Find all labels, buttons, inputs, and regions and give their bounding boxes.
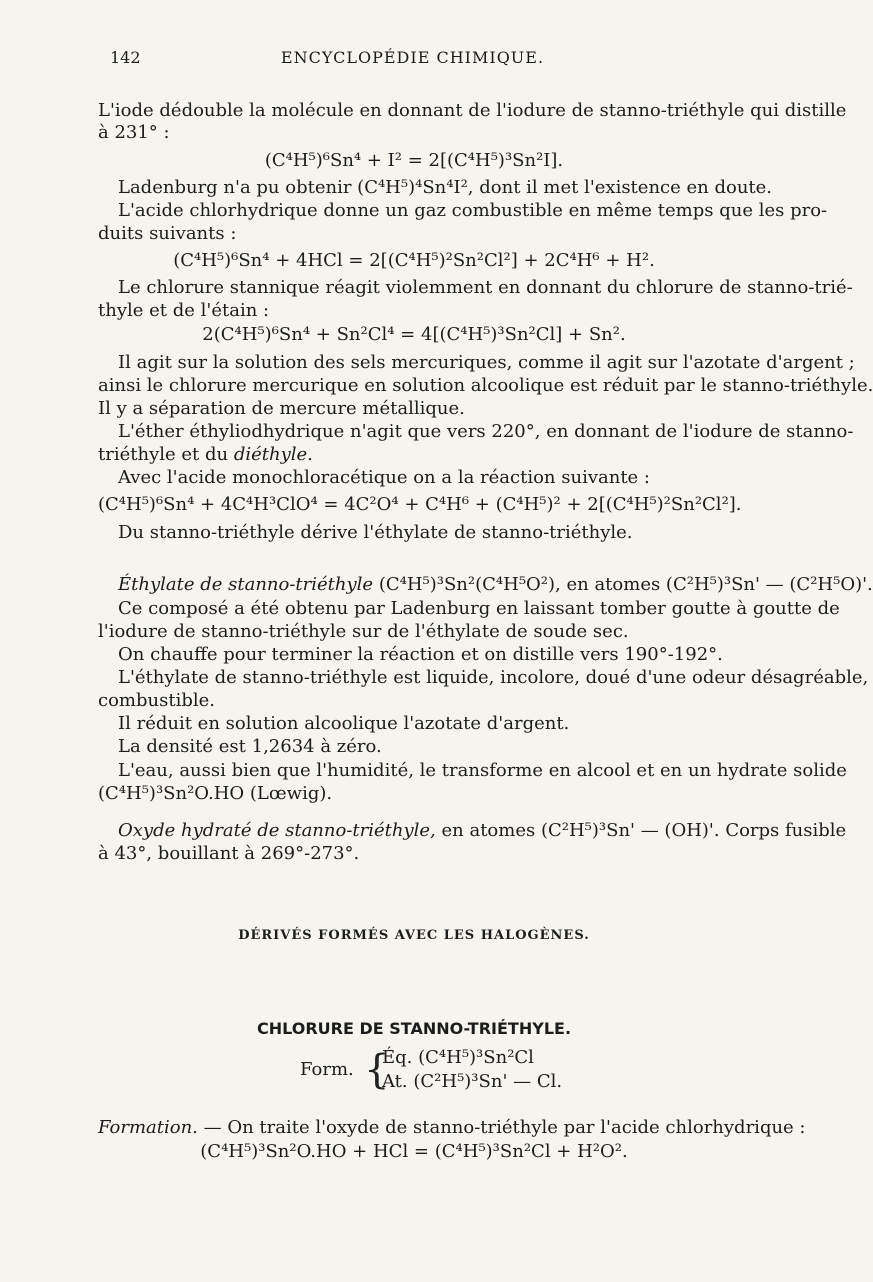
text-line: La densité est 1,2634 à zéro. bbox=[118, 736, 382, 757]
heading-term: Formation. bbox=[98, 1117, 198, 1138]
page-number: 142 bbox=[110, 48, 141, 67]
text-line bbox=[98, 1117, 806, 1139]
text-run: — On traite l'oxyde de stanno-triéthyle par l'acide chlorhydrique : bbox=[197, 1117, 806, 1138]
subsection-heading: CHLORURE DE STANNO-TRIÉTHYLE. bbox=[256, 1019, 572, 1038]
text-line: L'acide chlorhydrique donne un gaz combustible en même temps que les pro- bbox=[118, 200, 828, 221]
equation: (C⁴H⁵)⁶Sn⁴ + I² = 2[(C⁴H⁵)³Sn²I]. bbox=[264, 150, 564, 171]
text-line: duits suivants : bbox=[98, 223, 237, 244]
text-line: L'iode dédouble la molécule en donnant de l'iodure de stanno-triéthyle qui distille bbox=[98, 100, 847, 121]
text-line: (C⁴H⁵)³Sn²O.HO (Lœwig). bbox=[98, 783, 333, 804]
equation: 2(C⁴H⁵)⁶Sn⁴ + Sn²Cl⁴ = 4[(C⁴H⁵)³Sn²Cl] + Sn². bbox=[202, 324, 626, 345]
text-line bbox=[118, 574, 873, 596]
text-line: thyle et de l'étain : bbox=[98, 300, 270, 321]
heading-term: Éthylate de stanno-triéthyle bbox=[118, 574, 374, 595]
text-line: Ladenburg n'a pu obtenir (C⁴H⁵)⁴Sn⁴I², dont il met l'existence en doute. bbox=[118, 177, 773, 198]
text-run: en atomes (C²H⁵)³Sn' — (OH)'. Corps fusible bbox=[435, 820, 847, 841]
text-line: Du stanno-triéthyle dérive l'éthylate de stanno-triéthyle. bbox=[118, 522, 633, 543]
text-line: ainsi le chlorure mercurique en solution alcoolique est réduit par le stanno-triéthyle. bbox=[98, 375, 873, 396]
text-line: combustible. bbox=[98, 690, 215, 711]
text-line bbox=[118, 820, 847, 842]
brace-icon: { bbox=[364, 1047, 390, 1093]
text-line: Il y a séparation de mercure métallique. bbox=[98, 398, 465, 419]
text-run: triéthyle et du bbox=[98, 444, 234, 465]
formula-equivalents: Éq. (C⁴H⁵)³Sn²Cl bbox=[382, 1047, 534, 1068]
text-line: L'éthylate de stanno-triéthyle est liquide, incolore, doué d'une odeur désagréable, bbox=[118, 667, 869, 688]
section-heading: DÉRIVÉS FORMÉS AVEC LES HALOGÈNES. bbox=[238, 928, 590, 943]
text-line: à 231° : bbox=[98, 122, 170, 143]
text-line: On chauffe pour terminer la réaction et on distille vers 190°-192°. bbox=[118, 644, 723, 665]
equation: (C⁴H⁵)⁶Sn⁴ + 4HCl = 2[(C⁴H⁵)²Sn²Cl²] + 2C⁴H⁶ + H². bbox=[173, 250, 655, 271]
text-line: Le chlorure stannique réagit violemment en donnant du chlorure de stanno-trié- bbox=[118, 277, 853, 298]
page-header bbox=[110, 48, 715, 72]
running-title: ENCYCLOPÉDIE CHIMIQUE. bbox=[280, 48, 545, 67]
text-line: Avec l'acide monochloracétique on a la réaction suivante : bbox=[118, 467, 650, 488]
formula-atoms: At. (C²H⁵)³Sn' — Cl. bbox=[382, 1071, 563, 1092]
text-line: L'éther éthyliodhydrique n'agit que vers 220°, en donnant de l'iodure de stanno- bbox=[118, 421, 854, 442]
text-line: à 43°, bouillant à 269°-273°. bbox=[98, 843, 360, 864]
equation: (C⁴H⁵)⁶Sn⁴ + 4C⁴H³ClO⁴ = 4C²O⁴ + C⁴H⁶ + (C⁴H⁵)² + 2[(C⁴H⁵)²Sn²Cl²]. bbox=[98, 494, 742, 515]
text-line: l'iodure de stanno-triéthyle sur de l'éthylate de soude sec. bbox=[98, 621, 629, 642]
formula-block bbox=[300, 1047, 700, 1093]
text-line: Ce composé a été obtenu par Ladenburg en laissant tomber goutte à goutte de bbox=[118, 598, 840, 619]
formula-label: Form. bbox=[300, 1059, 354, 1080]
equation: (C⁴H⁵)³Sn²O.HO + HCl = (C⁴H⁵)³Sn²Cl + H²O². bbox=[200, 1141, 628, 1162]
text-line bbox=[98, 444, 800, 466]
text-run: (C⁴H⁵)³Sn²(C⁴H⁵O²), en atomes (C²H⁵)³Sn' — (C²H⁵O)'. bbox=[373, 574, 873, 595]
text-line: Il agit sur la solution des sels mercuriques, comme il agit sur l'azotate d'argent ; bbox=[118, 352, 855, 373]
text-line: Il réduit en solution alcoolique l'azotate d'argent. bbox=[118, 713, 570, 734]
italic-term: diéthyle. bbox=[233, 444, 313, 465]
heading-term: Oxyde hydraté de stanno-triéthyle, bbox=[118, 820, 436, 841]
text-line: L'eau, aussi bien que l'humidité, le transforme en alcool et en un hydrate solide bbox=[118, 760, 847, 781]
